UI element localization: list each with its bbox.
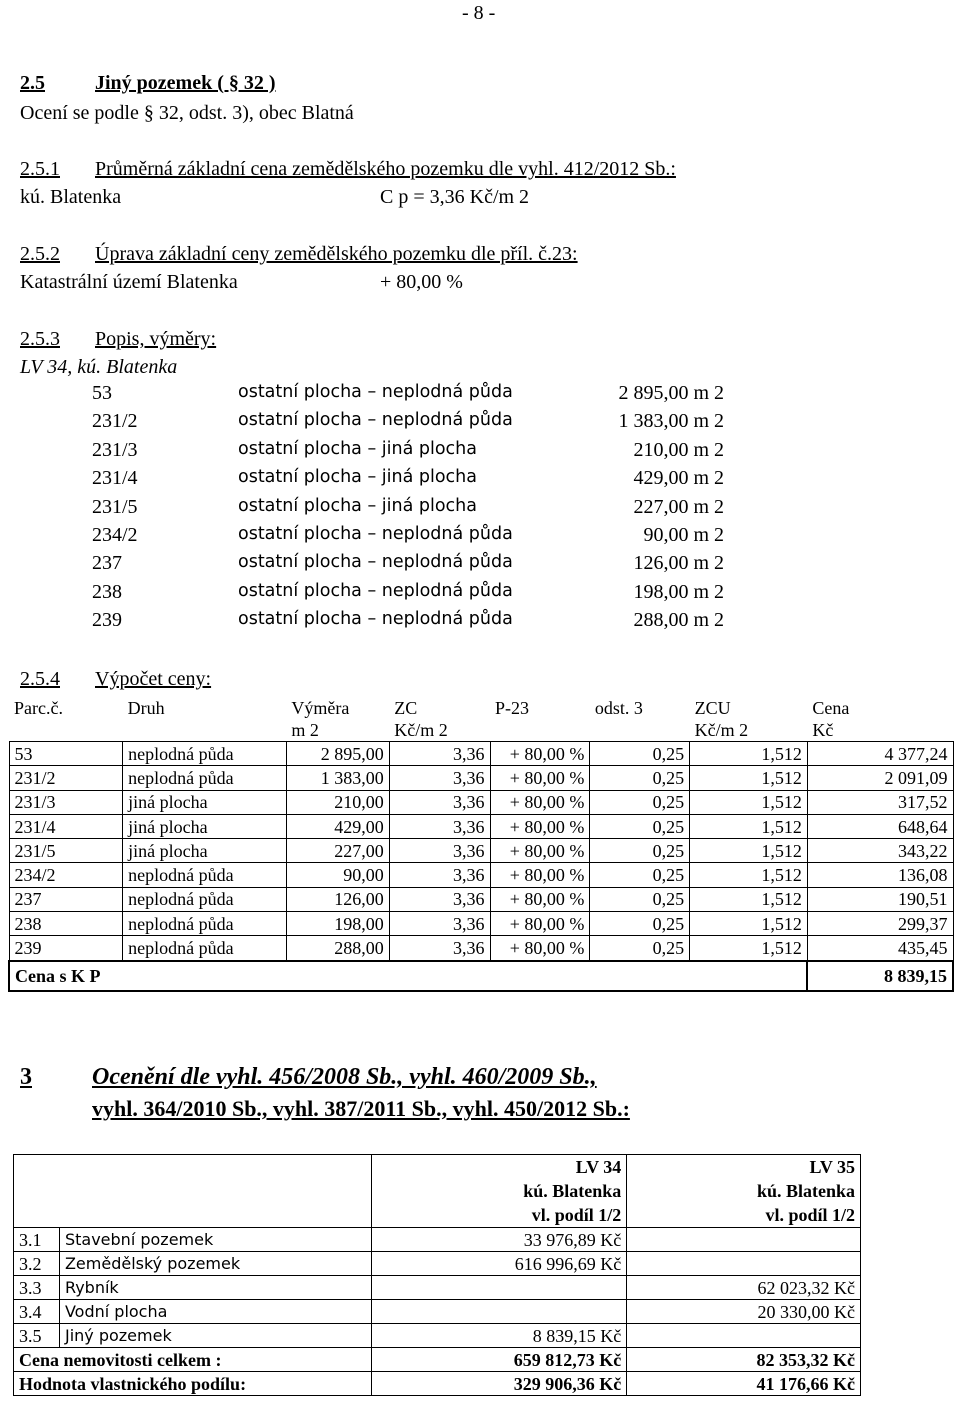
item-number: 3.1 [14, 1228, 60, 1252]
summary-row [14, 1252, 861, 1276]
parcel-number: 231/5 [92, 495, 138, 518]
lv34-header: LV 34 kú. Blatenka vl. podíl 1/2 [371, 1155, 627, 1228]
cell-odst: 0,25 [590, 912, 690, 936]
lv35-value [627, 1252, 861, 1276]
parcel-description: ostatní plocha – jiná plocha [238, 438, 477, 459]
table-row [9, 814, 953, 838]
cell-zc: 3,36 [389, 839, 490, 863]
cell-p23: + 80,00 % [490, 814, 590, 838]
cadastral-area-label: Katastrální území Blatenka [20, 271, 238, 293]
parcel-area: 429,00 m 2 [633, 467, 724, 490]
cell-price: 190,51 [807, 887, 953, 911]
share-row [14, 1372, 861, 1396]
summary-header [14, 1155, 861, 1228]
cell-parcel: 231/4 [9, 814, 123, 838]
cell-type: neplodná půda [123, 742, 287, 766]
lv35-header: LV 35 kú. Blatenka vl. podíl 1/2 [627, 1155, 861, 1228]
section-number: 3 [20, 1064, 32, 1090]
cell-area: 288,00 [286, 936, 389, 961]
cell-parcel: 231/2 [9, 766, 123, 790]
cell-zc: 3,36 [389, 887, 490, 911]
table-row [9, 887, 953, 911]
cell-zcu: 1,512 [690, 887, 808, 911]
share-lv35: 41 176,66 Kč [627, 1372, 861, 1396]
summary-row [14, 1324, 861, 1348]
cell-type: neplodná půda [123, 863, 287, 887]
lv34-value [371, 1300, 627, 1324]
cell-odst: 0,25 [590, 863, 690, 887]
cell-zc: 3,36 [389, 814, 490, 838]
lv34-value: 616 996,69 Kč [371, 1252, 627, 1276]
cell-odst: 0,25 [590, 790, 690, 814]
cell-area: 429,00 [286, 814, 389, 838]
lv35-value: 20 330,00 Kč [627, 1300, 861, 1324]
cell-zcu: 1,512 [690, 814, 808, 838]
parcel-description: ostatní plocha – neplodná půda [238, 523, 513, 544]
share-label: Hodnota vlastnického podílu: [14, 1372, 372, 1396]
parcel-description: ostatní plocha – neplodná půda [238, 382, 513, 402]
table-header [9, 697, 953, 742]
cell-area: 198,00 [286, 912, 389, 936]
cell-type: neplodná půda [123, 936, 287, 961]
base-price-value: C p = 3,36 Kč/m 2 [380, 186, 530, 208]
col-header-price: Cena Kč [812, 698, 850, 740]
cadastral-area-label: kú. Blatenka [20, 186, 122, 208]
table-row [9, 936, 953, 961]
cell-type: jiná plocha [123, 839, 287, 863]
subsection-number: 2.5.3 [20, 328, 60, 350]
col-header-p23: P-23 [495, 698, 530, 718]
item-label: Vodní plocha [59, 1300, 371, 1324]
cell-zc: 3,36 [389, 863, 490, 887]
subsection-title: Úprava základní ceny zemědělského pozemku dle příl. č.23: [95, 243, 578, 265]
cell-odst: 0,25 [590, 936, 690, 961]
parcel-description: ostatní plocha – jiná plocha [238, 467, 477, 488]
cell-type: neplodná půda [123, 912, 287, 936]
total-label: Cena nemovitosti celkem : [14, 1348, 372, 1372]
table-row [9, 742, 953, 766]
cell-zc: 3,36 [389, 766, 490, 790]
cell-zcu: 1,512 [690, 936, 808, 961]
share-lv34: 329 906,36 Kč [371, 1372, 627, 1396]
valuation-summary-table [13, 1154, 861, 1396]
cell-p23: + 80,00 % [490, 912, 590, 936]
item-label: Zemědělský pozemek [59, 1252, 371, 1276]
cell-odst: 0,25 [590, 742, 690, 766]
parcel-description: ostatní plocha – neplodná půda [238, 410, 513, 431]
item-label: Rybník [59, 1276, 371, 1300]
cell-area: 90,00 [286, 863, 389, 887]
parcel-description: ostatní plocha – jiná plocha [238, 495, 477, 516]
parcel-area: 1 383,00 m 2 [618, 410, 724, 433]
subsection-number: 2.5.1 [20, 158, 60, 180]
parcel-number: 238 [92, 580, 122, 603]
cell-p23: + 80,00 % [490, 790, 590, 814]
cell-price: 317,52 [807, 790, 953, 814]
cell-parcel: 231/3 [9, 790, 123, 814]
total-label: Cena s K P [9, 961, 807, 991]
cell-zc: 3,36 [389, 912, 490, 936]
subsection-title: Průměrná základní cena zemědělského pozemku dle vyhl. 412/2012 Sb.: [95, 158, 676, 180]
cell-p23: + 80,00 % [490, 839, 590, 863]
cell-zc: 3,36 [389, 790, 490, 814]
cell-type: neplodná půda [123, 887, 287, 911]
section-title-line2: vyhl. 364/2010 Sb., vyhl. 387/2011 Sb., vyhl. 450/2012 Sb.: [92, 1096, 630, 1121]
section-number: 2.5 [20, 72, 45, 94]
item-number: 3.4 [14, 1300, 60, 1324]
total-row [9, 961, 953, 991]
table-row [9, 790, 953, 814]
cell-area: 210,00 [286, 790, 389, 814]
col-header-parcel: Parc.č. [14, 698, 63, 718]
cell-zc: 3,36 [389, 742, 490, 766]
summary-row [14, 1276, 861, 1300]
cell-zc: 3,36 [389, 936, 490, 961]
item-number: 3.2 [14, 1252, 60, 1276]
parcel-area: 126,00 m 2 [633, 552, 724, 575]
item-label: Stavební pozemek [59, 1228, 371, 1252]
cell-price: 136,08 [807, 863, 953, 887]
cell-price: 4 377,24 [807, 742, 953, 766]
cell-odst: 0,25 [590, 887, 690, 911]
cell-area: 227,00 [286, 839, 389, 863]
total-value: 8 839,15 [807, 961, 953, 991]
table-row [9, 863, 953, 887]
cell-parcel: 238 [9, 912, 123, 936]
section-subtitle: Ocení se podle § 32, odst. 3), obec Blatná [20, 102, 354, 124]
lv34-value: 33 976,89 Kč [371, 1228, 627, 1252]
parcel-description: ostatní plocha – neplodná půda [238, 609, 513, 630]
parcel-area: 2 895,00 m 2 [618, 382, 724, 404]
cell-p23: + 80,00 % [490, 936, 590, 961]
table-row [9, 839, 953, 863]
parcel-description: ostatní plocha – neplodná půda [238, 580, 513, 601]
cell-area: 126,00 [286, 887, 389, 911]
table-row [9, 766, 953, 790]
cell-price: 2 091,09 [807, 766, 953, 790]
cell-type: jiná plocha [123, 814, 287, 838]
cell-zcu: 1,512 [690, 839, 808, 863]
cell-odst: 0,25 [590, 839, 690, 863]
cell-p23: + 80,00 % [490, 766, 590, 790]
col-header-odst: odst. 3 [594, 698, 643, 718]
adjustment-value: + 80,00 % [380, 271, 463, 293]
cell-parcel: 234/2 [9, 863, 123, 887]
total-lv34: 659 812,73 Kč [371, 1348, 627, 1372]
parcel-area: 288,00 m 2 [633, 609, 724, 632]
cell-area: 2 895,00 [286, 742, 389, 766]
cell-zcu: 1,512 [690, 766, 808, 790]
subsection-title: Výpočet ceny: [95, 668, 212, 690]
parcel-number: 239 [92, 609, 122, 632]
parcel-number: 231/3 [92, 438, 138, 461]
item-number: 3.3 [14, 1276, 60, 1300]
col-header-area: Výměra m 2 [291, 698, 350, 740]
cell-parcel: 53 [9, 742, 123, 766]
cell-price: 648,64 [807, 814, 953, 838]
cell-p23: + 80,00 % [490, 863, 590, 887]
cell-odst: 0,25 [590, 814, 690, 838]
parcel-description: ostatní plocha – neplodná půda [238, 552, 513, 573]
page-number: - 8 - [462, 2, 496, 24]
section-title: Jiný pozemek ( § 32 ) [95, 72, 276, 94]
cell-parcel: 237 [9, 887, 123, 911]
total-row [14, 1348, 861, 1372]
cell-price: 299,37 [807, 912, 953, 936]
cell-price: 343,22 [807, 839, 953, 863]
cell-zcu: 1,512 [690, 863, 808, 887]
total-lv35: 82 353,32 Kč [627, 1348, 861, 1372]
parcel-number: 231/4 [92, 467, 138, 490]
lv35-value: 62 023,32 Kč [627, 1276, 861, 1300]
cell-odst: 0,25 [590, 766, 690, 790]
lv-label: LV 34, kú. Blatenka [20, 356, 178, 378]
lv35-value [627, 1324, 861, 1348]
col-header-type: Druh [127, 698, 165, 718]
parcel-area: 198,00 m 2 [633, 580, 724, 603]
cell-parcel: 231/5 [9, 839, 123, 863]
col-header-zcu: ZCU Kč/m 2 [694, 698, 749, 740]
cell-parcel: 239 [9, 936, 123, 961]
cell-type: jiná plocha [123, 790, 287, 814]
cell-p23: + 80,00 % [490, 742, 590, 766]
lv34-value [371, 1276, 627, 1300]
subsection-number: 2.5.4 [20, 668, 60, 690]
cell-area: 1 383,00 [286, 766, 389, 790]
cell-price: 435,45 [807, 936, 953, 961]
table-row [9, 912, 953, 936]
item-label: Jiný pozemek [59, 1324, 371, 1348]
cell-zcu: 1,512 [690, 790, 808, 814]
subsection-title: Popis, výměry: [95, 328, 217, 350]
parcel-area: 227,00 m 2 [633, 495, 724, 518]
parcel-number: 237 [92, 552, 122, 575]
parcel-area: 210,00 m 2 [633, 438, 724, 461]
section-title-line1: Ocenění dle vyhl. 456/2008 Sb., vyhl. 460/2009 Sb., [92, 1064, 597, 1090]
col-header-zc: ZC Kč/m 2 [394, 698, 448, 740]
price-calculation-table [8, 697, 954, 992]
lv35-value [627, 1228, 861, 1252]
parcel-number: 231/2 [92, 410, 138, 433]
subsection-number: 2.5.2 [20, 243, 60, 265]
cell-zcu: 1,512 [690, 912, 808, 936]
item-number: 3.5 [14, 1324, 60, 1348]
lv34-value: 8 839,15 Kč [371, 1324, 627, 1348]
parcel-number: 234/2 [92, 523, 138, 546]
cell-p23: + 80,00 % [490, 887, 590, 911]
parcel-number: 53 [92, 382, 112, 404]
cell-zcu: 1,512 [690, 742, 808, 766]
cell-type: neplodná půda [123, 766, 287, 790]
summary-row [14, 1300, 861, 1324]
summary-row [14, 1228, 861, 1252]
parcel-area: 90,00 m 2 [643, 523, 724, 546]
